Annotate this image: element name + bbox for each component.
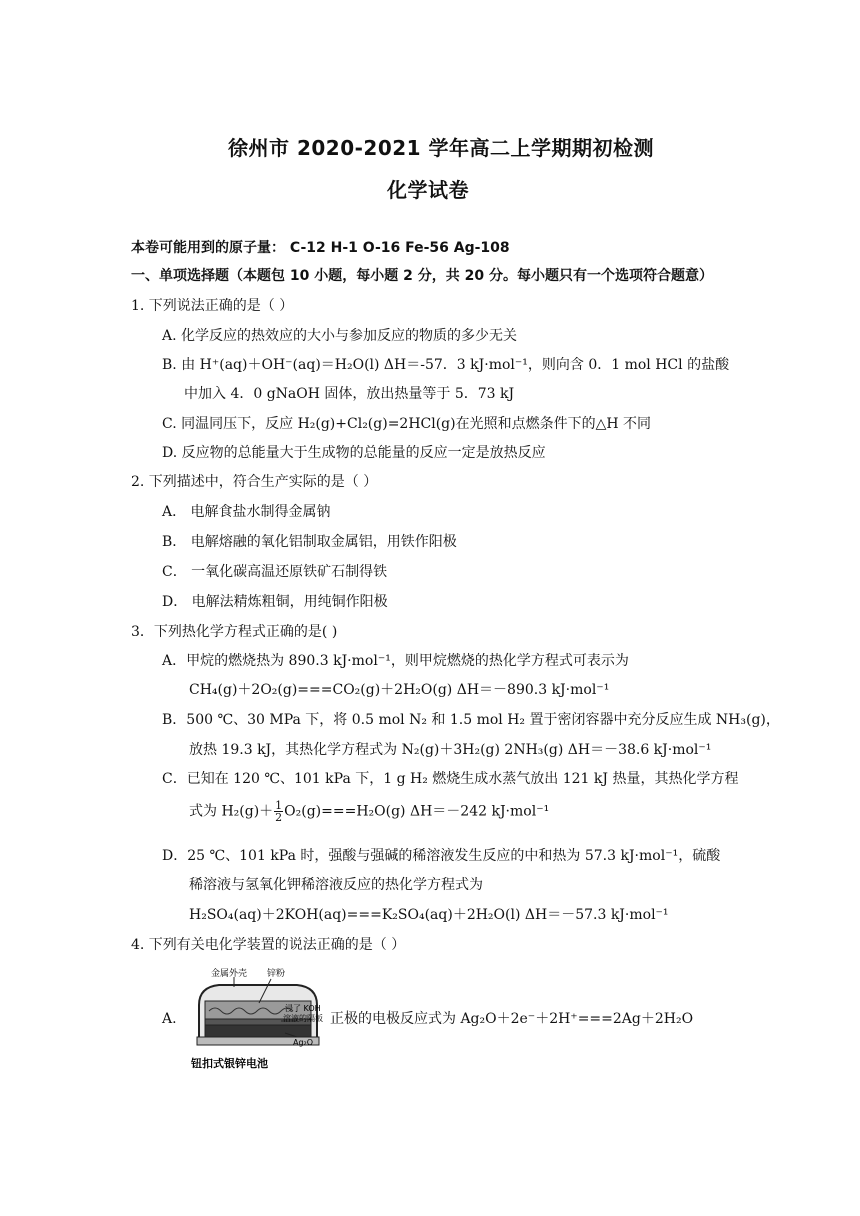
half-fraction xyxy=(274,800,283,823)
q1-option-b-line2: 中加入 4．0 gNaOH 固体，放出热量等于 5．73 kJ xyxy=(184,386,515,402)
q2-option-a: A． 电解食盐水制得金属钠 xyxy=(162,504,331,520)
q3-option-d-line3: H₂SO₄(aq)＋2KOH(aq)===K₂SO₄(aq)＋2H₂O(l) ΔH＝－57.3 kJ·mol⁻¹ xyxy=(189,907,669,923)
q1-option-b-line1: B. 由 H⁺(aq)＋OH⁻(aq)＝H₂O(l) ΔH＝-57．3 kJ·mol⁻¹，则向含 0．1 mol HCl 的盐酸 xyxy=(162,357,730,373)
q3-option-c-line1: C．已知在 120 ℃、101 kPa 下，1 g H₂ 燃烧生成水蒸气放出 121 kJ 热量，其热化学方程 xyxy=(162,771,739,787)
q3-option-c-line2 xyxy=(189,800,549,823)
label-ag2o: Ag₂O xyxy=(293,1038,314,1047)
label-separator-2: 溶液的隔板 xyxy=(283,1014,323,1023)
figure-caption: 钮扣式银锌电池 xyxy=(191,1057,268,1070)
q3-c-equation-pre: 式为 H₂(g)＋ xyxy=(189,803,274,820)
q3-stem: 3．下列热化学方程式正确的是( ) xyxy=(131,624,338,640)
q1-option-d: D. 反应物的总能量大于生成物的总能量的反应一定是放热反应 xyxy=(162,445,546,461)
q4-stem: 4. 下列有关电化学装置的说法正确的是（ ） xyxy=(131,937,406,953)
page-title: 徐州市 2020-2021 学年高二上学期期初检测 xyxy=(228,136,655,160)
label-separator-1: 浸了 KOH xyxy=(285,1004,321,1013)
q4-option-a-text: 正极的电极反应式为 Ag₂O＋2e⁻＋2H⁺===2Ag＋2H₂O xyxy=(330,1011,694,1027)
q3-option-d-line2: 稀溶液与氢氧化钾稀溶液反应的热化学方程式为 xyxy=(189,877,483,893)
button-cell-diagram xyxy=(189,965,329,1075)
q3-option-d-line1: D．25 ℃、101 kPa 时，强酸与强碱的稀溶液发生反应的中和热为 57.3 kJ·mol⁻¹，硫酸 xyxy=(162,848,721,864)
q3-option-b-line1: B．500 ℃、30 MPa 下，将 0.5 mol N₂ 和 1.5 mol H₂ 置于密闭容器中充分反应生成 NH₃(g)， xyxy=(162,712,780,728)
q1-stem: 1. 下列说法正确的是（ ） xyxy=(131,298,294,314)
q4-option-a-label: A. xyxy=(162,1011,177,1027)
atomic-masses: 本卷可能用到的原子量： C-12 H-1 O-16 Fe-56 Ag-108 xyxy=(131,240,510,256)
button-cell-figure xyxy=(189,965,329,1075)
label-metal-shell: 金属外壳 xyxy=(211,969,248,979)
q2-option-d: D． 电解法精炼粗铜，用纯铜作阳极 xyxy=(162,594,388,610)
q2-stem: 2. 下列描述中，符合生产实际的是（ ） xyxy=(131,474,378,490)
q3-option-a-line1: A．甲烷的燃烧热为 890.3 kJ·mol⁻¹，则甲烷燃烧的热化学方程式可表示为 xyxy=(162,653,629,669)
fraction-denominator: 2 xyxy=(275,811,283,824)
q2-option-b: B． 电解熔融的氧化铝制取金属铝，用铁作阳极 xyxy=(162,534,457,550)
q2-option-c: C． 一氧化碳高温还原铁矿石制得铁 xyxy=(162,564,388,580)
q3-c-equation-post: O₂(g)===H₂O(g) ΔH＝－242 kJ·mol⁻¹ xyxy=(284,803,550,820)
q3-option-a-line2: CH₄(g)＋2O₂(g)===CO₂(g)＋2H₂O(g) ΔH＝－890.3 kJ·mol⁻¹ xyxy=(189,682,610,698)
page-subtitle: 化学试卷 xyxy=(387,178,469,202)
fraction-numerator: 1 xyxy=(275,799,283,812)
section-heading: 一、单项选择题（本题包 10 小题，每小题 2 分，共 20 分。每小题只有一个选项符合题意） xyxy=(131,268,713,284)
label-zinc-powder: 锌粉 xyxy=(267,969,286,979)
q1-option-a: A. 化学反应的热效应的大小与参加反应的物质的多少无关 xyxy=(162,328,518,344)
q3-option-b-line2: 放热 19.3 kJ，其热化学方程式为 N₂(g)＋3H₂(g) 2NH₃(g) ΔH＝－38.6 kJ·mol⁻¹ xyxy=(189,742,712,758)
q1-option-c: C. 同温同压下，反应 H₂(g)+Cl₂(g)=2HCl(g)在光照和点燃条件下的△H 不同 xyxy=(162,416,652,432)
